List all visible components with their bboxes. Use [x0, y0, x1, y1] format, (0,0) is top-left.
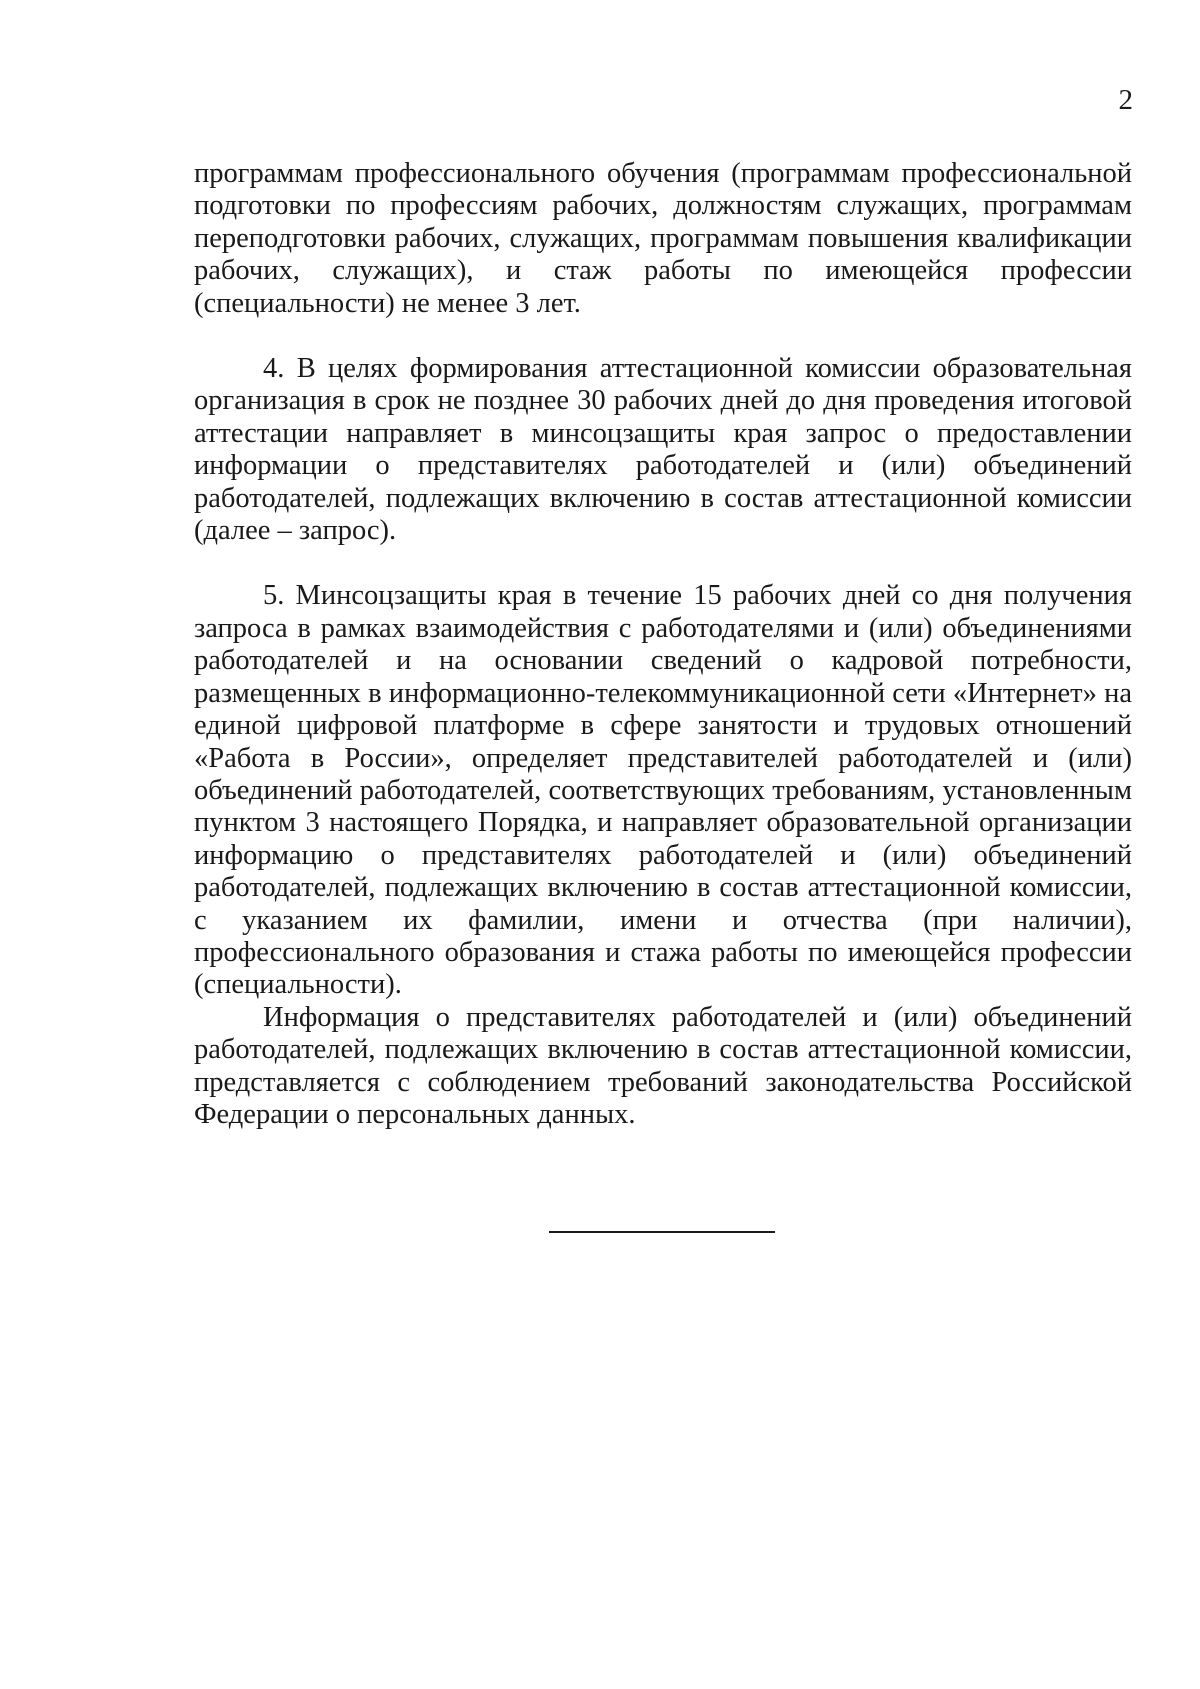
- paragraph-information: Информация о представителях работодателей и (или) объединений работодателей, подлежащих включению в состав аттестационной комиссии, представляется с соблюдением требований законодательства Российской Федерации о персональных данных.: [194, 1001, 1132, 1130]
- paragraph-item-4: 4. В целях формирования аттестационной комиссии образовательная организация в срок не позднее 30 рабочих дней до дня проведения итоговой аттестации направляет в минсоцзащиты края запрос о предоставлении информации о представителях работодателей и (или) объединений работодателей, подлежащих включению в состав аттестационной комиссии (далее – запрос).: [194, 353, 1132, 547]
- page-number: 2: [1118, 84, 1133, 116]
- paragraph-continuation: программам профессионального обучения (программам профессиональной подготовки по профессиям рабочих, должностям служащих, программам переподготовки рабочих, служащих, программам повышения квалификации рабочих, служащих), и стаж работы по имеющейся профессии (специальности) не менее 3 лет.: [194, 158, 1132, 319]
- paragraph-item-5: 5. Минсоцзащиты края в течение 15 рабочих дней со дня получения запроса в рамках взаимодействия с работодателями и (или) объединениями работодателей и на основании сведений о кадровой потребности, размещенных в информационно-телекоммуникационной сети «Интернет» на единой цифровой платформе в сфере занятости и трудовых отношений «Работа в России», определяет представителей работодателей и (или) объединений работодателей, соответствующих требованиям, установленным пунктом 3 настоящего Порядка, и направляет образовательной организации информацию о представителях работодателей и (или) объединений работодателей, подлежащих включению в состав аттестационной комиссии, с указанием их фамилии, имени и отчества (при наличии), профессионального образования и стажа работы по имеющейся профессии (специальности).: [194, 580, 1132, 1001]
- document-body: [194, 158, 1132, 1131]
- end-of-text-rule: [549, 1231, 775, 1233]
